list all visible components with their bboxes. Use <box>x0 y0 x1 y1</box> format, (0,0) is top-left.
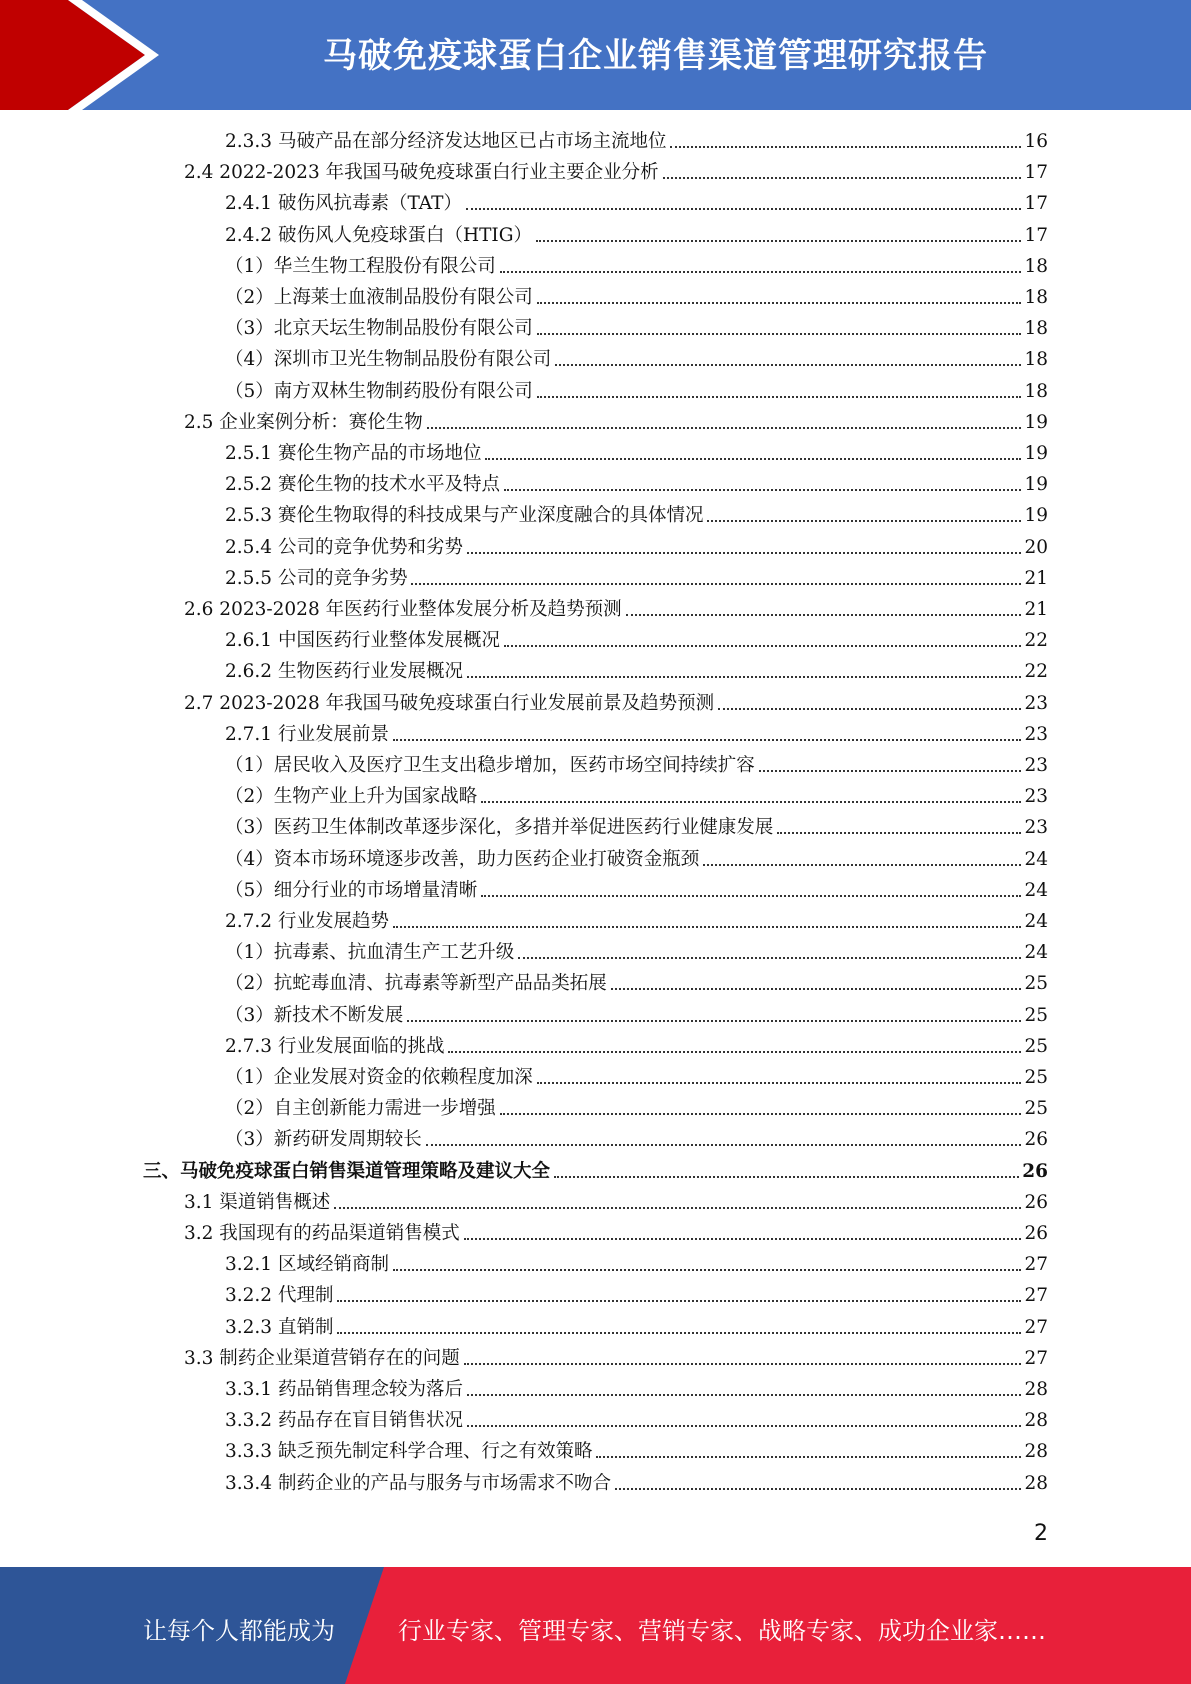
toc-entry-label: 3.2.3 直销制 <box>225 1317 334 1338</box>
toc-entry-page: 27 <box>1024 1348 1048 1369</box>
toc-entry-page: 19 <box>1024 412 1048 433</box>
toc-entry-label: 2.5.1 赛伦生物产品的市场地位 <box>225 443 482 464</box>
toc-entry[interactable] <box>184 1220 1048 1246</box>
toc-dot-leader <box>481 895 1021 897</box>
toc-entry-page: 26 <box>1024 1192 1048 1213</box>
toc-dot-leader <box>611 988 1022 990</box>
toc-entry[interactable] <box>225 534 1048 560</box>
toc-dot-leader <box>504 489 1021 491</box>
toc-entry[interactable] <box>225 128 1048 154</box>
toc-entry-label: 2.5.5 公司的竞争劣势 <box>225 568 408 589</box>
footer-slogan-right: 行业专家、管理专家、营销专家、战略专家、成功企业家…… <box>398 1617 1046 1645</box>
toc-entry-page: 23 <box>1024 817 1048 838</box>
toc-dot-leader <box>703 864 1021 866</box>
toc-entry-label: 2.7.2 行业发展趋势 <box>225 911 389 932</box>
toc-entry-label: 2.4.2 破伤风人免疫球蛋白（HTIG） <box>225 225 533 246</box>
toc-dot-leader <box>426 1144 1022 1146</box>
toc-entry-page: 23 <box>1024 693 1048 714</box>
toc-entry-page: 23 <box>1024 724 1048 745</box>
toc-entry-label: 3.3.1 药品销售理念较为落后 <box>225 1379 463 1400</box>
toc-entry[interactable] <box>225 284 1048 310</box>
toc-dot-leader <box>500 1113 1022 1115</box>
toc-entry-page: 26 <box>1022 1161 1048 1182</box>
toc-entry[interactable] <box>225 877 1048 903</box>
toc-entry-page: 16 <box>1024 131 1048 152</box>
toc-dot-leader <box>663 177 1022 179</box>
toc-entry[interactable] <box>184 409 1048 435</box>
toc-entry[interactable] <box>225 222 1048 248</box>
toc-entry-page: 21 <box>1024 599 1048 620</box>
toc-entry-label: 2.5.4 公司的竞争优势和劣势 <box>225 537 463 558</box>
toc-entry-page: 28 <box>1024 1473 1048 1494</box>
report-title: 马破免疫球蛋白企业销售渠道管理研究报告 <box>323 36 988 76</box>
toc-entry-label: （3）北京天坛生物制品股份有限公司 <box>225 318 533 339</box>
toc-entry[interactable] <box>225 627 1048 653</box>
toc-entry[interactable] <box>184 690 1048 716</box>
toc-entry[interactable] <box>184 1345 1048 1371</box>
toc-entry-label: （1）居民收入及医疗卫生支出稳步增加，医药市场空间持续扩容 <box>225 755 755 776</box>
toc-entry-page: 26 <box>1024 1223 1048 1244</box>
toc-dot-leader <box>504 645 1021 647</box>
toc-entry-page: 18 <box>1024 318 1048 339</box>
toc-entry-label: 2.5.3 赛伦生物取得的科技成果与产业深度融合的具体情况 <box>225 505 704 526</box>
toc-dot-leader <box>759 770 1022 772</box>
page-number: 2 <box>1034 1521 1048 1546</box>
toc-entry-page: 17 <box>1024 193 1048 214</box>
toc-entry-label: 3.2.1 区域经销商制 <box>225 1254 389 1275</box>
toc-entry-page: 24 <box>1024 942 1048 963</box>
toc-entry[interactable] <box>184 596 1048 622</box>
toc-dot-leader <box>596 1456 1021 1458</box>
toc-entry[interactable] <box>225 1095 1048 1121</box>
toc-entry-page: 18 <box>1024 381 1048 402</box>
toc-entry-page: 25 <box>1024 1067 1048 1088</box>
toc-dot-leader <box>467 1394 1021 1396</box>
toc-entry-label: （1）企业发展对资金的依赖程度加深 <box>225 1067 533 1088</box>
toc-dot-leader <box>467 676 1021 678</box>
toc-entry[interactable] <box>184 1189 1048 1215</box>
toc-dot-leader <box>707 520 1021 522</box>
toc-entry-page: 25 <box>1024 973 1048 994</box>
toc-dot-leader <box>466 208 1021 210</box>
footer-slogan-left: 让每个人都能成为 <box>143 1617 335 1645</box>
toc-entry-page: 24 <box>1024 849 1048 870</box>
toc-entry[interactable] <box>225 1126 1048 1152</box>
toc-entry-page: 17 <box>1024 162 1048 183</box>
toc-entry-page: 25 <box>1024 1005 1048 1026</box>
toc-entry-label: 2.6.2 生物医药行业发展概况 <box>225 661 463 682</box>
toc-entry-label: 3.3.4 制药企业的产品与服务与市场需求不吻合 <box>225 1473 611 1494</box>
toc-entry-page: 18 <box>1024 256 1048 277</box>
toc-entry-label: 3.1 渠道销售概述 <box>184 1192 331 1213</box>
toc-entry-page: 28 <box>1024 1441 1048 1462</box>
toc-entry-page: 20 <box>1024 537 1048 558</box>
toc-entry[interactable] <box>225 721 1048 747</box>
toc-entry-label: （2）生物产业上升为国家战略 <box>225 786 478 807</box>
toc-dot-leader <box>485 458 1021 460</box>
toc-dot-leader <box>464 1363 1022 1365</box>
toc-entry[interactable] <box>225 783 1048 809</box>
toc-dot-leader <box>536 240 1021 242</box>
toc-entry-label: （1）华兰生物工程股份有限公司 <box>225 256 496 277</box>
toc-dot-leader <box>393 739 1021 741</box>
toc-entry-page: 24 <box>1024 880 1048 901</box>
toc-entry[interactable] <box>225 1438 1048 1464</box>
toc-entry-label: 2.5 企业案例分析：赛伦生物 <box>184 412 423 433</box>
toc-entry[interactable] <box>225 970 1048 996</box>
toc-entry-page: 17 <box>1024 225 1048 246</box>
toc-entry[interactable] <box>225 1470 1048 1496</box>
toc-entry-page: 23 <box>1024 755 1048 776</box>
toc-entry-label: （5）南方双林生物制药股份有限公司 <box>225 381 533 402</box>
toc-dot-leader <box>718 708 1021 710</box>
toc-entry-label: 2.6.1 中国医药行业整体发展概况 <box>225 630 500 651</box>
toc-entry-page: 18 <box>1024 349 1048 370</box>
toc-entry[interactable] <box>225 565 1048 591</box>
toc-entry[interactable] <box>225 190 1048 216</box>
toc-dot-leader <box>411 583 1021 585</box>
toc-entry[interactable] <box>225 658 1048 684</box>
toc-dot-leader <box>555 364 1021 366</box>
toc-dot-leader <box>537 396 1022 398</box>
page-header <box>0 0 1191 110</box>
toc-entry-page: 26 <box>1024 1129 1048 1150</box>
toc-entry-page: 25 <box>1024 1098 1048 1119</box>
toc-dot-leader <box>448 1051 1021 1053</box>
toc-dot-leader <box>777 832 1021 834</box>
toc-dot-leader <box>670 146 1021 148</box>
toc-entry-label: 2.3.3 马破产品在部分经济发达地区已占市场主流地位 <box>225 131 667 152</box>
toc-dot-leader <box>393 1269 1021 1271</box>
toc-entry-page: 22 <box>1024 630 1048 651</box>
toc-dot-leader <box>427 427 1022 429</box>
toc-entry-label: 3.3 制药企业渠道营销存在的问题 <box>184 1348 460 1369</box>
toc-dot-leader <box>467 552 1021 554</box>
toc-entry-label: （2）自主创新能力需进一步增强 <box>225 1098 496 1119</box>
toc-entry-label: 2.7.3 行业发展面临的挑战 <box>225 1036 445 1057</box>
toc-entry[interactable] <box>225 939 1048 965</box>
toc-entry-label: （1）抗毒素、抗血清生产工艺升级 <box>225 942 515 963</box>
toc-entry-label: （4）深圳市卫光生物制品股份有限公司 <box>225 349 552 370</box>
toc-entry-page: 25 <box>1024 1036 1048 1057</box>
toc-entry-label: 3.2 我国现有的药品渠道销售模式 <box>184 1223 460 1244</box>
toc-dot-leader <box>518 957 1021 959</box>
toc-entry[interactable] <box>225 1314 1048 1340</box>
toc-entry[interactable] <box>225 1033 1048 1059</box>
toc-entry-page: 27 <box>1024 1317 1048 1338</box>
toc-entry-page: 23 <box>1024 786 1048 807</box>
toc-dot-leader <box>554 1176 1019 1178</box>
toc-dot-leader <box>615 1488 1021 1490</box>
toc-entry-page: 21 <box>1024 568 1048 589</box>
toc-entry[interactable] <box>225 1064 1048 1090</box>
toc-dot-leader <box>537 302 1022 304</box>
toc-entry-label: 三、马破免疫球蛋白销售渠道管理策略及建议大全 <box>143 1161 551 1182</box>
toc-entry[interactable] <box>225 752 1048 778</box>
toc-entry-label: 2.7.1 行业发展前景 <box>225 724 389 745</box>
toc-dot-leader <box>407 1020 1021 1022</box>
toc-entry-label: （3）新药研发周期较长 <box>225 1129 422 1150</box>
toc-dot-leader <box>393 926 1021 928</box>
toc-entry[interactable] <box>225 253 1048 279</box>
toc-entry[interactable] <box>225 814 1048 840</box>
toc-entry-label: 3.3.3 缺乏预先制定科学合理、行之有效策略 <box>225 1441 593 1462</box>
toc-entry-page: 19 <box>1024 505 1048 526</box>
toc-dot-leader <box>537 333 1022 335</box>
toc-entry[interactable] <box>225 346 1048 372</box>
toc-entry[interactable] <box>184 159 1048 185</box>
toc-entry[interactable] <box>225 1251 1048 1277</box>
toc-entry-label: （5）细分行业的市场增量清晰 <box>225 880 478 901</box>
toc-entry[interactable] <box>225 1002 1048 1028</box>
toc-entry[interactable] <box>225 1282 1048 1308</box>
toc-dot-leader <box>481 801 1021 803</box>
toc-entry-page: 28 <box>1024 1410 1048 1431</box>
toc-entry-label: （3）新技术不断发展 <box>225 1005 404 1026</box>
page-footer <box>0 1567 1191 1684</box>
toc-entry-label: （3）医药卫生体制改革逐步深化，多措并举促进医药行业健康发展 <box>225 817 774 838</box>
toc-entry-label: 2.5.2 赛伦生物的技术水平及特点 <box>225 474 500 495</box>
toc-entry[interactable] <box>225 378 1048 404</box>
toc-entry[interactable] <box>225 1407 1048 1433</box>
toc-entry-page: 18 <box>1024 287 1048 308</box>
toc-dot-leader <box>500 271 1022 273</box>
toc-entry[interactable] <box>225 908 1048 934</box>
toc-entry-label: 3.3.2 药品存在盲目销售状况 <box>225 1410 463 1431</box>
toc-dot-leader <box>626 614 1022 616</box>
toc-entry-label: （4）资本市场环境逐步改善，助力医药企业打破资金瓶颈 <box>225 849 700 870</box>
toc-entry-label: 2.6 2023-2028 年医药行业整体发展分析及趋势预测 <box>184 599 622 620</box>
toc-entry-page: 19 <box>1024 474 1048 495</box>
toc-dot-leader <box>337 1332 1021 1334</box>
toc-entry[interactable] <box>225 471 1048 497</box>
toc-dot-leader <box>337 1300 1021 1302</box>
toc-dot-leader <box>537 1082 1022 1084</box>
toc-entry[interactable] <box>225 846 1048 872</box>
toc-entry[interactable] <box>225 1376 1048 1402</box>
toc-entry-page: 27 <box>1024 1285 1048 1306</box>
toc-entry-page: 19 <box>1024 443 1048 464</box>
toc-entry-label: （2）抗蛇毒血清、抗毒素等新型产品品类拓展 <box>225 973 607 994</box>
toc-entry[interactable] <box>225 315 1048 341</box>
toc-entry[interactable] <box>225 502 1048 528</box>
toc-entry-label: 2.4.1 破伤风抗毒素（TAT） <box>225 193 462 214</box>
toc-entry-page: 27 <box>1024 1254 1048 1275</box>
toc-dot-leader <box>464 1238 1022 1240</box>
toc-entry-page: 28 <box>1024 1379 1048 1400</box>
toc-dot-leader <box>334 1207 1021 1209</box>
toc-entry-label: 3.2.2 代理制 <box>225 1285 334 1306</box>
toc-dot-leader <box>467 1425 1021 1427</box>
toc-entry-label: 2.4 2022-2023 年我国马破免疫球蛋白行业主要企业分析 <box>184 162 659 183</box>
toc-entry-page: 24 <box>1024 911 1048 932</box>
toc-entry-label: （2）上海莱士血液制品股份有限公司 <box>225 287 533 308</box>
toc-entry-label: 2.7 2023-2028 年我国马破免疫球蛋白行业发展前景及趋势预测 <box>184 693 715 714</box>
toc-entry-page: 22 <box>1024 661 1048 682</box>
toc-entry[interactable] <box>143 1158 1048 1184</box>
toc-entry[interactable] <box>225 440 1048 466</box>
